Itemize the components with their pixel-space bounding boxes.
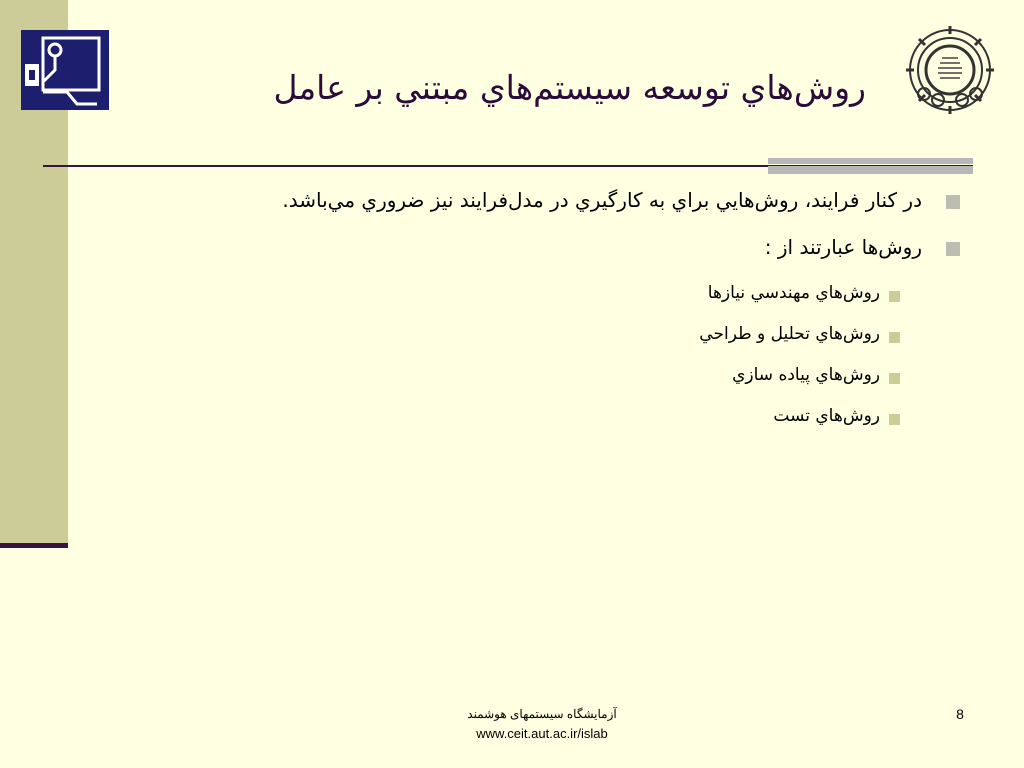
page-number: 8: [956, 706, 964, 722]
university-emblem-icon: [902, 22, 998, 118]
main-bullet-list: [282, 188, 962, 282]
sub-bullet-square-icon: [889, 373, 900, 384]
sub-bullet-text: روش‌هاي تحليل و طراحي: [699, 324, 880, 344]
bullet-square-icon: [946, 195, 960, 209]
sub-bullet-text: روش‌هاي مهندسي نيازها: [707, 283, 880, 303]
sub-bullet-square-icon: [889, 291, 900, 302]
sub-bullet-square-icon: [889, 332, 900, 343]
sub-bullet-square-icon: [889, 414, 900, 425]
footer-lab-name: آزمايشگاه سيستمهای هوشمند: [467, 707, 617, 721]
slide-title: روش‌هاي توسعه سيستم‌هاي مبتني بر عامل: [273, 68, 866, 107]
sub-bullet-item: [699, 406, 900, 447]
sub-bullet-item: [699, 283, 900, 324]
footer-url[interactable]: www.ceit.aut.ac.ir/islab: [476, 726, 608, 741]
sub-bullet-item: [699, 365, 900, 406]
slide-footer: [442, 705, 642, 743]
sub-bullet-item: [699, 324, 900, 365]
side-rule: [0, 543, 68, 548]
sub-bullet-text: روش‌هاي تست: [773, 406, 880, 426]
title-accent-bar: [768, 158, 973, 174]
lab-logo-icon: [21, 30, 109, 110]
sub-bullet-text: روش‌هاي پياده سازي: [732, 365, 880, 385]
sub-bullet-list: [699, 283, 900, 447]
bullet-square-icon: [946, 242, 960, 256]
bullet-item: [282, 235, 962, 282]
bullet-text: در كنار فرايند، روش‌هايي براي به كارگيري در مدل‌فرايند نيز ضروري مي‌باشد.: [282, 188, 922, 212]
bullet-text: روش‌ها عبارتند از :: [764, 235, 922, 259]
bullet-item: [282, 188, 962, 235]
